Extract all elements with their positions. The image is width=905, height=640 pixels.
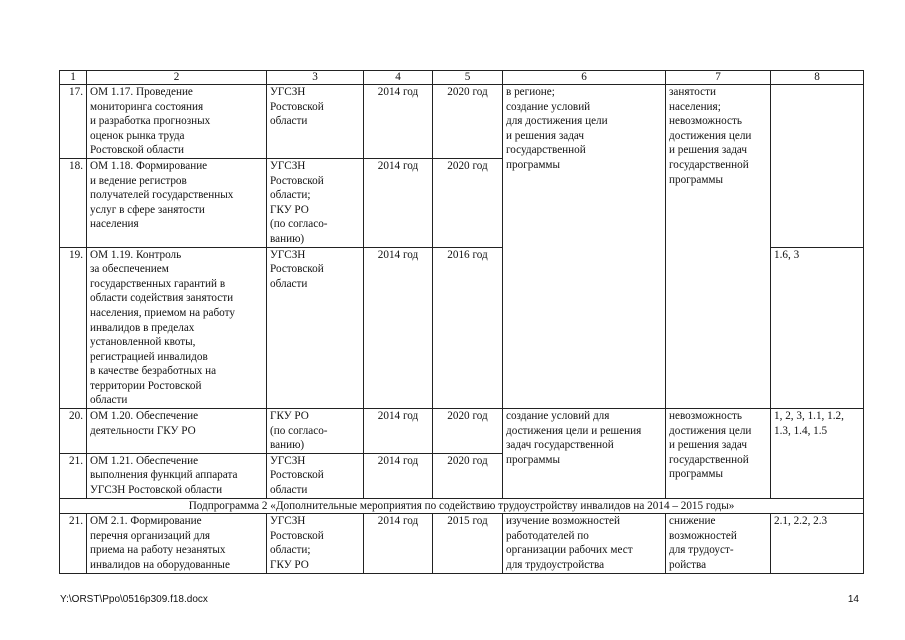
expected-result: создание условий для достижения цели и решения задач государственной программы (503, 409, 666, 499)
indicator-links: 2.1, 2.2, 2.3 (771, 514, 864, 573)
header-cell: 7 (666, 71, 771, 85)
executor: УГСЗН Ростовской области; ГКУ РО (по согласо- ванию) (267, 158, 364, 247)
table-row (60, 409, 864, 454)
row-number: 21. (60, 453, 87, 498)
end-year: 2015 год (433, 514, 503, 573)
row-number: 20. (60, 409, 87, 454)
measures-table (59, 70, 864, 574)
expected-result: в регионе; создание условий для достижения цели и решения задач государственной программы (503, 85, 666, 409)
executor: УГСЗН Ростовской области (267, 247, 364, 409)
measure-name: ОМ 1.18. Формирование и ведение регистров получателей государственных услуг в сфере занятости населения (87, 158, 267, 247)
expected-result: изучение возможностей работодателей по организации рабочих мест для трудоустройства (503, 514, 666, 573)
consequences: снижение возможностей для трудоуст- ройства (666, 514, 771, 573)
header-cell: 4 (364, 71, 433, 85)
row-number: 18. (60, 158, 87, 247)
indicator-links: 1, 2, 3, 1.1, 1.2, 1.3, 1.4, 1.5 (771, 409, 864, 499)
end-year: 2020 год (433, 85, 503, 159)
row-number: 17. (60, 85, 87, 159)
executor: УГСЗН Ростовской области (267, 85, 364, 159)
row-number: 19. (60, 247, 87, 409)
header-cell: 5 (433, 71, 503, 85)
measure-name: ОМ 1.17. Проведение мониторинга состояния и разработка прогнозных оценок рынка труда Ростовской области (87, 85, 267, 159)
subprogram-row (60, 498, 864, 514)
start-year: 2014 год (364, 85, 433, 159)
indicator-links (771, 85, 864, 248)
header-cell: 8 (771, 71, 864, 85)
consequences: невозможность достижения цели и решения задач государственной программы (666, 409, 771, 499)
start-year: 2014 год (364, 409, 433, 454)
start-year: 2014 год (364, 514, 433, 573)
start-year: 2014 год (364, 453, 433, 498)
row-number: 21. (60, 514, 87, 573)
start-year: 2014 год (364, 158, 433, 247)
table-row (60, 85, 864, 159)
end-year: 2020 год (433, 158, 503, 247)
header-cell: 1 (60, 71, 87, 85)
file-path: Y:\ORST\Ppo\0516p309.f18.docx (60, 594, 208, 605)
header-cell: 2 (87, 71, 267, 85)
subprogram-title: Подпрограмма 2 «Дополнительные мероприятия по содействию трудоустройству инвалидов на 2014 – 2015 годы» (60, 498, 864, 514)
header-cell: 6 (503, 71, 666, 85)
end-year: 2020 год (433, 409, 503, 454)
executor: УГСЗН Ростовской области (267, 453, 364, 498)
executor: УГСЗН Ростовской области; ГКУ РО (267, 514, 364, 573)
executor: ГКУ РО (по согласо- ванию) (267, 409, 364, 454)
measure-name: ОМ 1.20. Обеспечение деятельности ГКУ РО (87, 409, 267, 454)
start-year: 2014 год (364, 247, 433, 409)
header-cell: 3 (267, 71, 364, 85)
end-year: 2020 год (433, 453, 503, 498)
end-year: 2016 год (433, 247, 503, 409)
indicator-links: 1.6, 3 (771, 247, 864, 409)
page-number: 14 (847, 594, 859, 605)
table-row (60, 514, 864, 573)
header-row (60, 71, 864, 85)
measure-name: ОМ 1.21. Обеспечение выполнения функций аппарата УГСЗН Ростовской области (87, 453, 267, 498)
consequences: занятости населения; невозможность достижения цели и решения задач государственной программы (666, 85, 771, 409)
measure-name: ОМ 1.19. Контроль за обеспечением государственных гарантий в области содействия занятости населения, приемом на работу инвалидов в пределах установленной квоты, регистрацией инвалидов в качестве безработных на территории Ростовской области (87, 247, 267, 409)
measure-name: ОМ 2.1. Формирование перечня организаций для приема на работу незанятых инвалидов на оборудованные (87, 514, 267, 573)
